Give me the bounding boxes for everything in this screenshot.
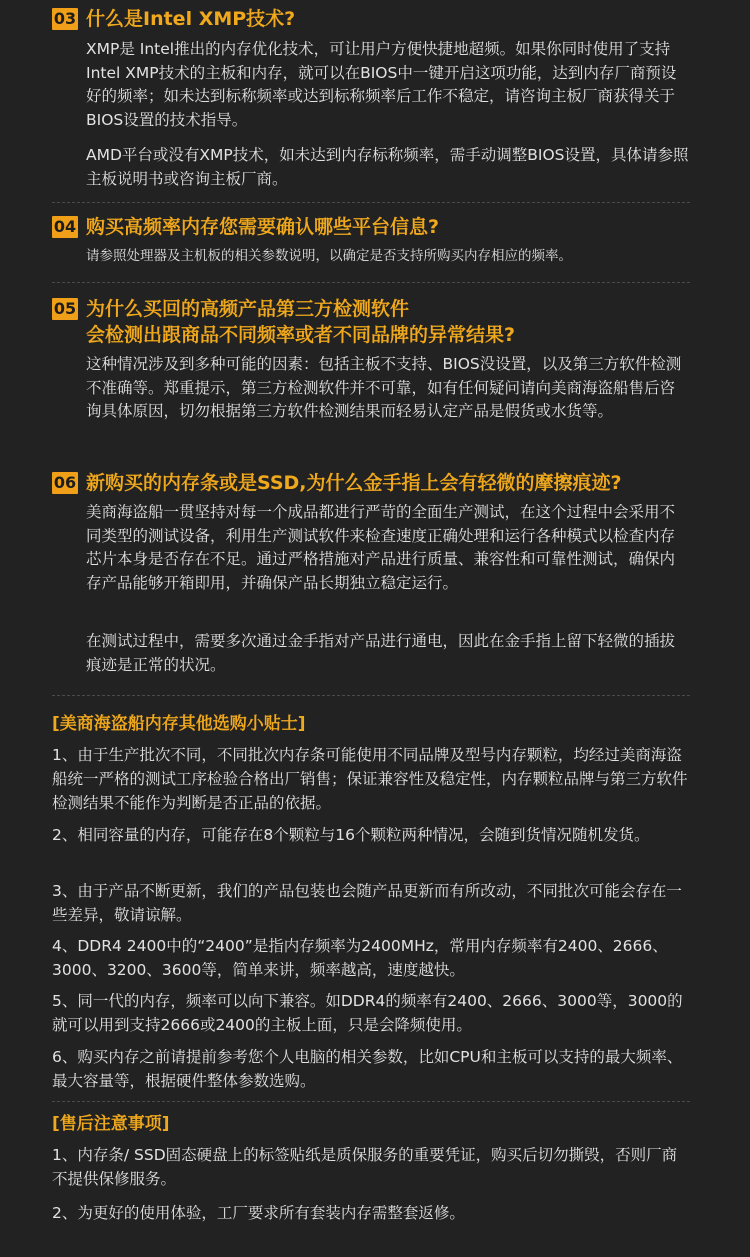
faq-answer-paragraph: AMD平台或没有XMP技术，如未达到内存标称频率，需手动调整BIOS设置，具体请参照主板说明书或咨询主板厂商。 [86, 146, 689, 188]
faq-answer-paragraph: XMP是 Intel推出的内存优化技术，可让用户方便快捷地超频。如果你同时使用了支持Intel XMP技术的主板和内存，就可以在BIOS中一键开启这项功能，达到内存厂商预设好的频率；如未达到标称频率或达到标称频率后工作不稳定，请咨询主板厂商获得关于BIOS设置的技术指导。 [86, 40, 677, 129]
tip-item: 2、相同容量的内存，可能存在8个颗粒与16个颗粒两种情况，会随到货情况随机发货。 [52, 826, 650, 844]
tip-item: 3、由于产品不断更新，我们的产品包装也会随产品更新而有所改动，不同批次可能会存在一些差异，敬请谅解。 [52, 882, 682, 924]
faq-number-badge: 06 [53, 473, 77, 492]
section-heading: [售后注意事项] [52, 1114, 170, 1134]
faq-number-badge: 04 [53, 217, 77, 236]
faq-question-title: 购买高频率内存您需要确认哪些平台信息? [86, 216, 440, 238]
divider [52, 695, 690, 696]
after-sale-item: 2、为更好的使用体验，工厂要求所有套装内存需整套返修。 [52, 1204, 465, 1222]
faq-question-title: 为什么买回的高频产品第三方检测软件 会检测出跟商品不同频率或者不同品牌的异常结果? [86, 298, 516, 346]
faq-question-title: 新购买的内存条或是SSD,为什么金手指上会有轻微的摩擦痕迹? [86, 472, 622, 494]
faq-answer-paragraph: 请参照处理器及主机板的相关参数说明，以确定是否支持所购买内存相应的频率。 [86, 248, 572, 264]
divider [52, 1101, 690, 1102]
faq-number-badge: 05 [53, 299, 77, 318]
divider [52, 282, 690, 283]
faq-question-title: 什么是Intel XMP技术? [86, 8, 296, 30]
after-sale-item: 1、内存条/ SSD固态硬盘上的标签贴纸是质保服务的重要凭证，购买后切勿撕毁，否则厂商不提供保修服务。 [52, 1146, 678, 1188]
section-heading: [美商海盗船内存其他选购小贴士] [52, 714, 306, 734]
faq-number-badge: 03 [53, 9, 77, 28]
faq-answer-paragraph: 在测试过程中，需要多次通过金手指对产品进行通电，因此在金手指上留下轻微的插拔痕迹是正常的状况。 [86, 632, 676, 674]
faq-answer-paragraph: 这种情况涉及到多种可能的因素：包括主板不支持、BIOS没设置，以及第三方软件检测不准确等。郑重提示，第三方检测软件并不可靠，如有任何疑问请向美商海盗船售后咨询具体原因，切勿根据第三方软件检测结果而轻易认定产品是假货或水货等。 [86, 355, 682, 420]
tip-item: 6、购买内存之前请提前参考您个人电脑的相关参数，比如CPU和主板可以支持的最大频率、最大容量等，根据硬件整体参数选购。 [52, 1048, 683, 1090]
tip-item: 4、DDR4 2400中的“2400”是指内存频率为2400MHz，常用内存频率有2400、2666、3000、3200、3600等，简单来讲，频率越高，速度越快。 [52, 937, 668, 979]
faq-answer-paragraph: 美商海盗船一贯坚持对每一个成品都进行严苛的全面生产测试，在这个过程中会采用不同类型的测试设备，利用生产测试软件来检查速度正确处理和运行各种模式以检查内存芯片本身是否存在不足。通过严格措施对产品进行质量、兼容性和可靠性测试，确保内存产品能够开箱即用，并确保产品长期独立稳定运行。 [86, 503, 676, 592]
tip-item: 5、同一代的内存，频率可以向下兼容。如DDR4的频率有2400、2666、3000等，3000的就可以用到支持2666或2400的主板上面，只是会降频使用。 [52, 992, 683, 1034]
tip-item: 1、由于生产批次不同，不同批次内存条可能使用不同品牌及型号内存颗粒，均经过美商海盗船统一严格的测试工序检验合格出厂销售；保证兼容性及稳定性，内存颗粒品牌与第三方软件检测结果不能作为判断是否正品的依据。 [52, 746, 688, 812]
divider [52, 202, 690, 203]
